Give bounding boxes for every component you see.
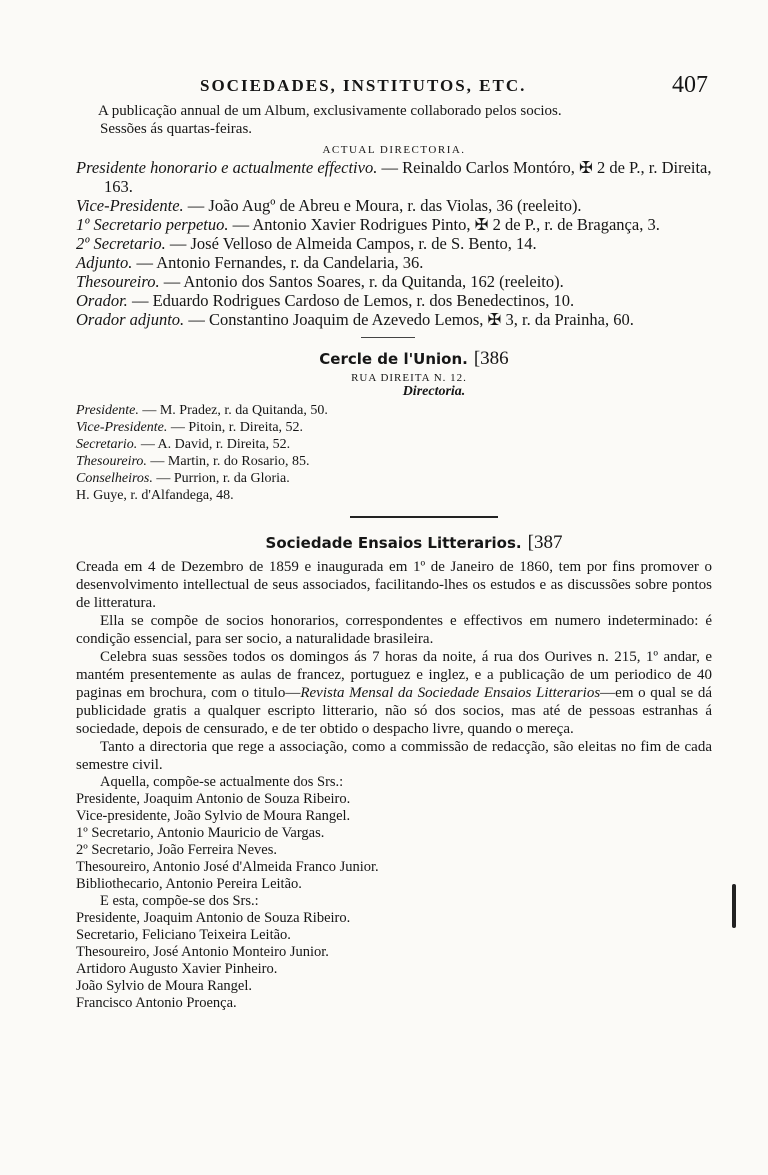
list-item: Presidente, Joaquim Antonio de Souza Ribeiro. (76, 791, 351, 807)
entry-text: — Antonio Fernandes, r. da Candelaria, 36. (132, 253, 424, 272)
entry-role: Thesoureiro. (76, 272, 160, 291)
list-item: Artidoro Augusto Xavier Pinheiro. (76, 961, 278, 977)
paragraph-text: Celebra suas sessões todos os domingos ás 7 horas da noite, á rua dos Ourives n. 215, 1º andar, e mantém presentemente as aulas de francez, portuguez e inglez, e a publicação de um periodico de 40 paginas em brochura, com o titulo— (76, 649, 712, 701)
directory-entry (76, 310, 712, 329)
entry-role: Presidente honorario e actualmente effectivo. (76, 158, 378, 177)
entry-role: Orador. (76, 291, 128, 310)
directory-entry (76, 470, 712, 487)
list-item: Secretario, Feliciano Teixeira Leitão. (76, 927, 291, 943)
running-title: SOCIEDADES, INSTITUTOS, ETC. (200, 76, 527, 95)
page-number: 407 (672, 72, 708, 98)
directory-entry (76, 419, 712, 436)
entry-role: Vice-Presidente. (76, 196, 184, 215)
section-address: RUA DIREITA N. 12. (351, 372, 467, 384)
entry-text: — M. Pradez, r. da Quitanda, 50. (138, 403, 328, 418)
directory-entry (76, 436, 712, 453)
directory-entry (76, 453, 712, 470)
list-item: Thesoureiro, José Antonio Monteiro Junior. (76, 944, 329, 960)
list-item: Presidente, Joaquim Antonio de Souza Ribeiro. (76, 910, 351, 926)
entry-role: Presidente. (76, 403, 139, 418)
entry-text: — José Velloso de Almeida Campos, r. de S. Bento, 14. (165, 234, 537, 253)
entry-text: — Martin, r. do Rosario, 85. (146, 454, 310, 469)
paragraph: Creada em 4 de Dezembro de 1859 e inaugurada em 1º de Janeiro de 1860, tem por fins promover o desenvolvimento intellectual de seus associados, facilitando-lhes os estudos e as discussões sobre pontos de litteratura. (76, 559, 712, 611)
section-title (76, 532, 712, 554)
directory-entry (76, 215, 712, 234)
paragraph: Tanto a directoria que rege a associação, como a commissão de redacção, são eleitas no fim de cada semestre civil. (76, 739, 712, 773)
section-name: Cercle de l'Union. (319, 350, 468, 368)
entry-role: Adjunto. (76, 253, 133, 272)
list-item: Francisco Antonio Proença. (76, 995, 237, 1011)
directory-entry (76, 158, 712, 196)
entry-role: Secretario. (76, 437, 138, 452)
entry-role: Thesoureiro. (76, 454, 147, 469)
directory-entry (76, 402, 712, 419)
entry-role: Conselheiros. (76, 471, 153, 486)
entry-text: — Constantino Joaquim de Azevedo Lemos, ✠ 3, r. da Prainha, 60. (184, 310, 634, 329)
section-number: [386 (473, 348, 509, 369)
section-divider (361, 337, 415, 338)
paragraph-text: —em o qual se dá publicidade gratis a qualquer escripto litterario, não só dos socios, mas até de pessoas estranhas á sociedade, depois de censurado, e de ter obtido o despacho livre, quando o mereça. (76, 685, 712, 737)
directory-entry (76, 253, 712, 272)
directoria-heading: Directoria. (402, 384, 466, 399)
directory-entry (76, 196, 712, 215)
paragraph: Ella se compõe de socios honorarios, correspondentes e effectivos em numero indeterminado: é condição essencial, para ser socio, a naturalidade brasileira. (76, 613, 712, 647)
album-section (76, 102, 712, 329)
periodical-title: Revista Mensal da Sociedade Ensaios Litterarios (300, 685, 601, 701)
entry-text: — João Augº de Abreu e Moura, r. das Violas, 36 (reeleito). (183, 196, 582, 215)
section-title (76, 348, 712, 370)
list-item: 1º Secretario, Antonio Mauricio de Vargas. (76, 825, 325, 841)
album-intro-line: A publicação annual de um Album, exclusivamente collaborado pelos socios. (98, 103, 562, 119)
section-number: [387 (527, 532, 563, 553)
list-item: Vice-presidente, João Sylvio de Moura Rangel. (76, 808, 351, 824)
entry-text: — Purrion, r. da Gloria. (152, 471, 290, 486)
entry-role: 2º Secretario. (76, 234, 166, 253)
entry-text: — Eduardo Rodrigues Cardoso de Lemos, r. dos Benedectinos, 10. (127, 291, 575, 310)
directoria-intro: Aquella, compõe-se actualmente dos Srs.: (100, 774, 344, 790)
list-item: Thesoureiro, Antonio José d'Almeida Franco Junior. (76, 859, 379, 875)
entry-text: — Reinaldo Carlos Montóro, ✠ 2 de P., r. Direita, 163. (104, 158, 712, 196)
running-head (76, 72, 712, 102)
ensaios-section (76, 532, 712, 1012)
entry-text: — Antonio Xavier Rodrigues Pinto, ✠ 2 de P., r. de Bragança, 3. (228, 215, 660, 234)
paragraph (76, 648, 712, 738)
book-page (76, 72, 712, 1012)
section-divider (350, 516, 498, 518)
section-name: Sociedade Ensaios Litterarios. (265, 534, 522, 552)
margin-ink-mark (732, 884, 736, 928)
entry-text: — Antonio dos Santos Soares, r. da Quitanda, 162 (reeleito). (159, 272, 564, 291)
directory-entry (76, 234, 712, 253)
entry-text: — A. David, r. Direita, 52. (137, 437, 291, 452)
directory-entry (76, 291, 712, 310)
cercle-section (76, 348, 712, 504)
directory-entry (76, 272, 712, 291)
entry-text: H. Guye, r. d'Alfandega, 48. (76, 488, 234, 503)
entry-role: 1º Secretario perpetuo. (76, 215, 229, 234)
album-sessions-line: Sessões ás quartas-feiras. (100, 121, 253, 137)
entry-role: Orador adjunto. (76, 310, 185, 329)
entry-role: Vice-Presidente. (76, 420, 168, 435)
directory-entry (76, 487, 712, 504)
directory-heading: ACTUAL DIRECTORIA. (322, 144, 466, 156)
list-item: 2º Secretario, João Ferreira Neves. (76, 842, 277, 858)
entry-text: — Pitoin, r. Direita, 52. (167, 420, 304, 435)
list-item: Bibliothecario, Antonio Pereira Leitão. (76, 876, 302, 892)
list-item: João Sylvio de Moura Rangel. (76, 978, 252, 994)
commission-intro: E esta, compõe-se dos Srs.: (100, 893, 259, 909)
